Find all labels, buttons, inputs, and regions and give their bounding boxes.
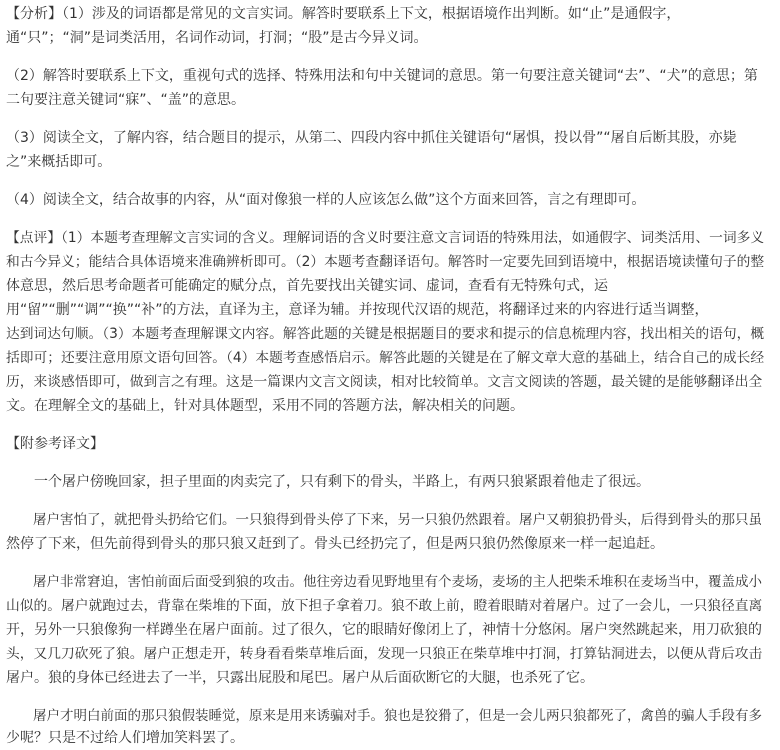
analysis-line: （2）解答时要联系上下文，重视句式的选择、特殊用法和句中关键词的意思。第一句要注意关键词“去”、“犬”的意思；第	[6, 68, 758, 84]
comment-line: 体意思，然后思考命题者可能确定的赋分点，首先要找出关键实词、虚词，查看有无特殊句式，运	[6, 278, 608, 294]
translation-line: 开，另外一只狼像狗一样蹲坐在屠户面前。过了很久，它的眼睛好像闭上了，神情十分悠闲。屠户突然跳起来，用刀砍狼的	[6, 622, 762, 638]
translation-line: 屠户非常窘迫，害怕前面后面受到狼的攻击。他往旁边看见野地里有个麦场，麦场的主人把柴禾堆积在麦场当中，覆盖成小	[6, 574, 762, 590]
analysis-line: 通“只”；“洞”是词类活用，名词作动词，打洞；“股”是古今异义词。	[6, 30, 428, 46]
translation-line: 屠户。狼的身体已经进去了一半，只露出屁股和尾巴。屠户从后面砍断它的大腿，也杀死了它。	[6, 670, 594, 686]
comment-line: 文。在理解全文的基础上，针对具体题型，采用不同的答题方法，解决相关的问题。	[6, 398, 524, 414]
comment-line: 历，来谈感悟即可，做到言之有理。这是一篇课内文言文阅读，相对比较简单。文言文阅读的答题，最关键的是能够翻译出全	[6, 374, 763, 390]
translation-line: 一个屠户傍晚回家，担子里面的肉卖完了，只有剩下的骨头，半路上，有两只狼紧跟着他走了很远。	[6, 474, 650, 490]
translation-line: 屠户害怕了，就把骨头扔给它们。一只狼得到骨头停了下来，另一只狼仍然跟着。屠户又朝狼扔骨头，后得到骨头的那只虽	[6, 512, 762, 528]
analysis-line: 二句要注意关键词“寐”、“盖”的意思。	[6, 92, 246, 108]
translation-line: 然停了下来，但先前得到骨头的那只狼又赶到了。骨头已经扔完了，但是两只狼仍然像原来一样一起追赶。	[6, 536, 664, 552]
translation-line: 山似的。屠户就跑过去，背靠在柴堆的下面，放下担子拿着刀。狼不敢上前，瞪着眼睛对着屠户。过了一会儿，一只狼径直离	[6, 598, 763, 614]
translation-line: 屠户才明白前面的那只狼假装睡觉，原来是用来诱骗对手。狼也是狡猾了，但是一会儿两只狼都死了，禽兽的骗人手段有多	[6, 708, 762, 724]
comment-line: 括即可；还要注意用原文语句回答。（4）本题考查感悟启示。解答此题的关键是在了解文章大意的基础上，结合自己的成长经	[6, 350, 765, 366]
translation-heading: 【附参考译文】	[6, 436, 104, 452]
analysis-line: （4）阅读全文，结合故事的内容，从“面对像狼一样的人应该怎么做”这个方面来回答，言之有理即可。	[6, 192, 646, 208]
analysis-heading-line: 【分析】（1）涉及的词语都是常见的文言实词。解答时要联系上下文，根据语境作出判断。如“止”是通假字，	[6, 6, 681, 22]
comment-line: 和古今异义；能结合具体语境来准确辨析即可。（2）本题考查翻译语句。解答时一定要先回到语境中，根据语境读懂句子的整	[6, 254, 765, 270]
translation-line: 少呢？只是不过给人们增加笑料罢了。	[6, 730, 244, 746]
analysis-line: （3）阅读全文，了解内容，结合题目的提示，从第二、四段内容中抓住关键语句“屠惧，投以骨”“屠自后断其股，亦毙	[6, 130, 737, 146]
translation-line: 头，又几刀砍死了狼。屠户正想走开，转身看看柴草堆后面，发现一只狼正在柴草堆中打洞，打算钻洞进去，以便从背后攻击	[6, 646, 763, 662]
analysis-line: 之”来概括即可。	[6, 154, 112, 170]
comment-heading-line: 【点评】（1）本题考查理解文言实词的含义。理解词语的含义时要注意文言词语的特殊用法，如通假字、词类活用、一词多义	[6, 230, 765, 246]
comment-line: 用“留”“删”“调”“换”“补”的方法，直译为主，意译为辅。并按现代汉语的规范，将翻译过来的内容进行适当调整，	[6, 302, 709, 318]
comment-line: 达到词达句顺。（3）本题考查理解课文内容。解答此题的关键是根据题目的要求和提示的信息梳理内容，找出相关的语句，概	[6, 326, 765, 342]
